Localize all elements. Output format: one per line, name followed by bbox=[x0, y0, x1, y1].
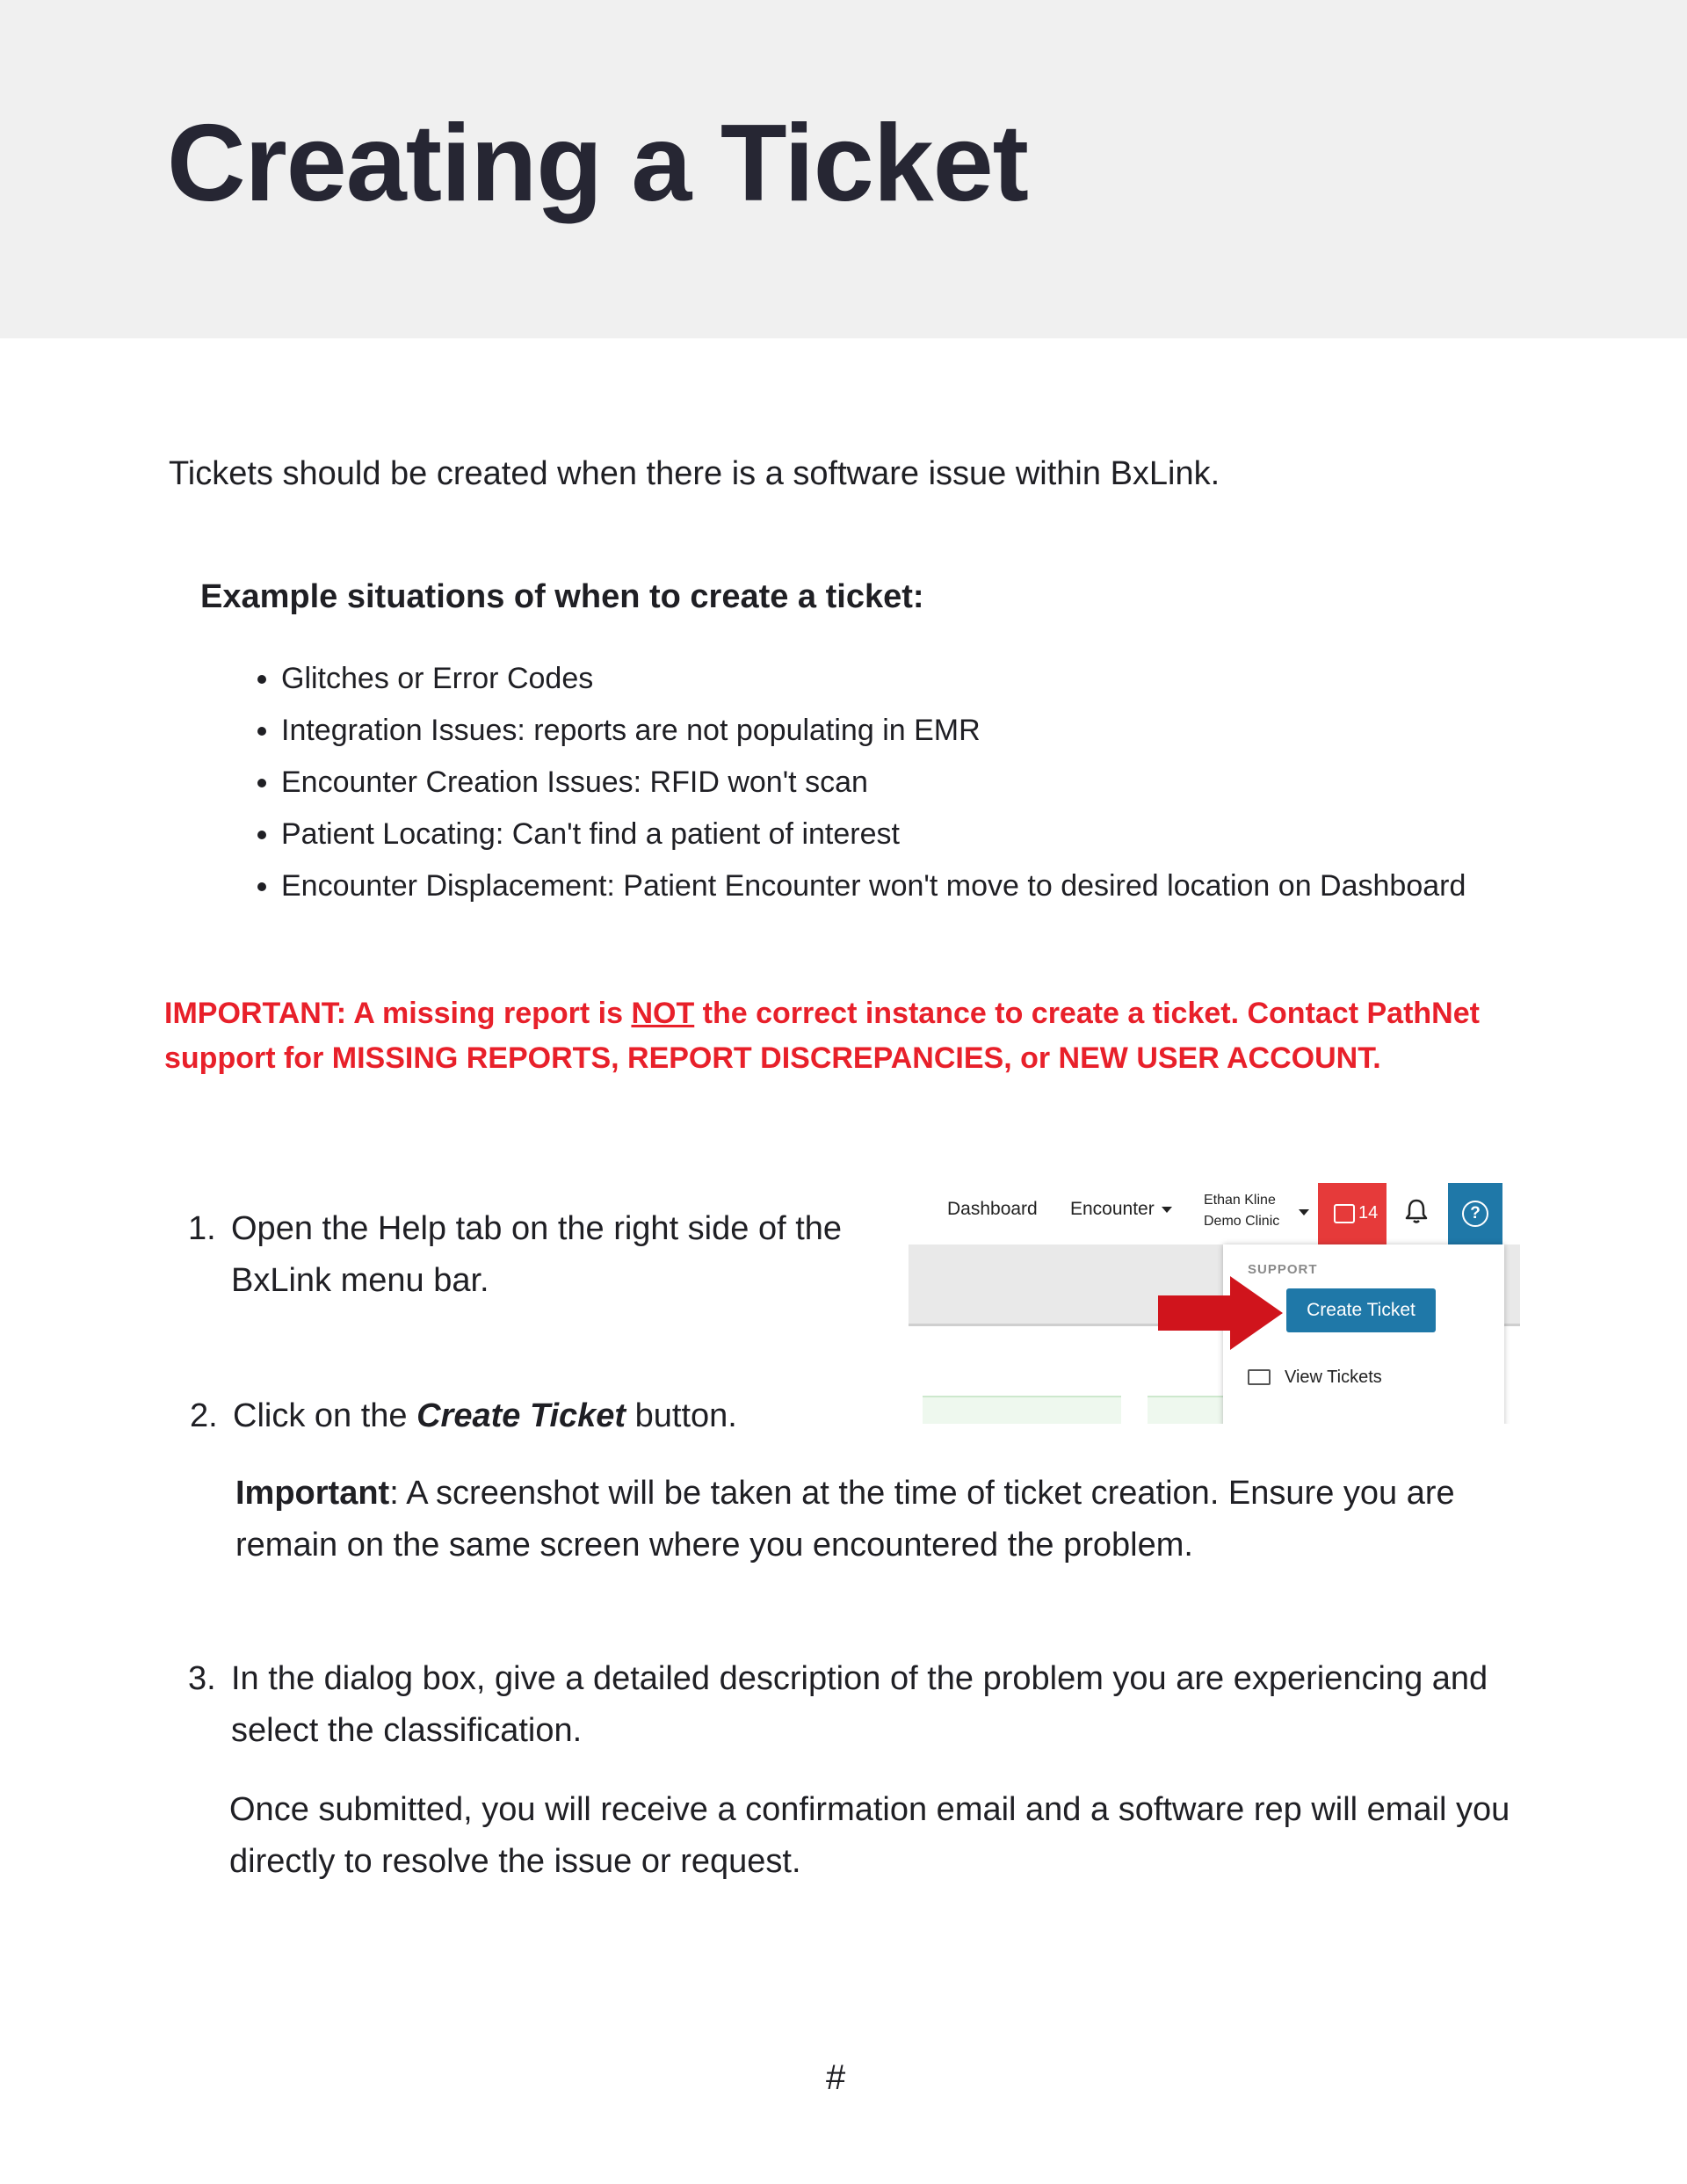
step-number: 1. bbox=[188, 1210, 216, 1247]
help-icon: ? bbox=[1462, 1201, 1488, 1227]
nav-encounter: Encounter bbox=[1070, 1199, 1172, 1220]
step-text: In the dialog box, give a detailed description of the problem you are experiencing and select the classification. bbox=[231, 1660, 1488, 1749]
red-arrow-icon bbox=[1155, 1276, 1286, 1350]
step-3-note: Once submitted, you will receive a confirmation email and a software rep will email you directly to resolve the issue or request. bbox=[229, 1791, 1510, 1880]
step-3 bbox=[188, 1653, 1541, 1757]
list-item: • Encounter Displacement: Patient Encounter won't move to desired location on Dashboard bbox=[281, 860, 1466, 912]
examples-heading: Example situations of when to create a ticket: bbox=[200, 578, 924, 615]
title-band bbox=[0, 0, 1687, 338]
user-menu bbox=[1204, 1190, 1279, 1232]
note-label: Important bbox=[235, 1475, 390, 1512]
page-title: Creating a Ticket bbox=[167, 103, 1028, 224]
support-label: SUPPORT bbox=[1248, 1262, 1318, 1277]
user-name: Ethan Kline bbox=[1204, 1193, 1276, 1208]
step-2-note bbox=[235, 1468, 1518, 1571]
step-2 bbox=[190, 1390, 893, 1442]
step-text: Open the Help tab on the right side of the BxLink menu bar. bbox=[231, 1210, 843, 1299]
step-number: 2. bbox=[190, 1397, 218, 1434]
important-not: NOT bbox=[631, 997, 695, 1030]
menu-bar bbox=[909, 1178, 1520, 1244]
view-tickets-link: View Tickets bbox=[1285, 1368, 1382, 1387]
create-ticket-emphasis: Create Ticket bbox=[416, 1397, 626, 1434]
examples-list bbox=[200, 653, 1466, 912]
menu-screenshot bbox=[909, 1178, 1520, 1424]
important-text-start: IMPORTANT: A missing report is bbox=[164, 997, 632, 1030]
list-item: • Integration Issues: reports are not populating in EMR bbox=[281, 705, 1466, 757]
important-notice bbox=[164, 991, 1535, 1081]
create-ticket-button: Create Ticket bbox=[1286, 1288, 1436, 1332]
badge-count: 14 bbox=[1358, 1203, 1379, 1223]
list-item: • Patient Locating: Can't find a patient of interest bbox=[281, 809, 1466, 860]
intro-text: Tickets should be created when there is a software issue within BxLink. bbox=[169, 455, 1220, 492]
help-tab bbox=[1448, 1183, 1502, 1244]
step-1 bbox=[188, 1203, 873, 1307]
list-item: • Glitches or Error Codes bbox=[281, 653, 1466, 705]
chat-icon bbox=[1334, 1204, 1355, 1223]
messages-badge bbox=[1318, 1183, 1387, 1244]
user-clinic: Demo Clinic bbox=[1204, 1214, 1280, 1229]
chevron-down-icon bbox=[1162, 1207, 1172, 1213]
bell-icon bbox=[1401, 1195, 1432, 1227]
page-number: # bbox=[826, 2058, 846, 2097]
ticket-icon bbox=[1248, 1369, 1271, 1385]
note-text: : A screenshot will be taken at the time of ticket creation. Ensure you are remain on the same screen where you encountered the problem. bbox=[235, 1475, 1455, 1564]
step-text: Click on the Create Ticket button. bbox=[233, 1397, 737, 1434]
important-text-end: the correct instance to create a ticket. Contact PathNet support for MISSING REPORTS, REPORT DISCREPANCIES, or NEW USER ACCOUNT. bbox=[164, 997, 1480, 1075]
nav-dashboard: Dashboard bbox=[947, 1199, 1038, 1219]
list-item: • Encounter Creation Issues: RFID won't scan bbox=[281, 757, 1466, 809]
chevron-down-icon bbox=[1299, 1209, 1309, 1215]
step-number: 3. bbox=[188, 1660, 216, 1697]
